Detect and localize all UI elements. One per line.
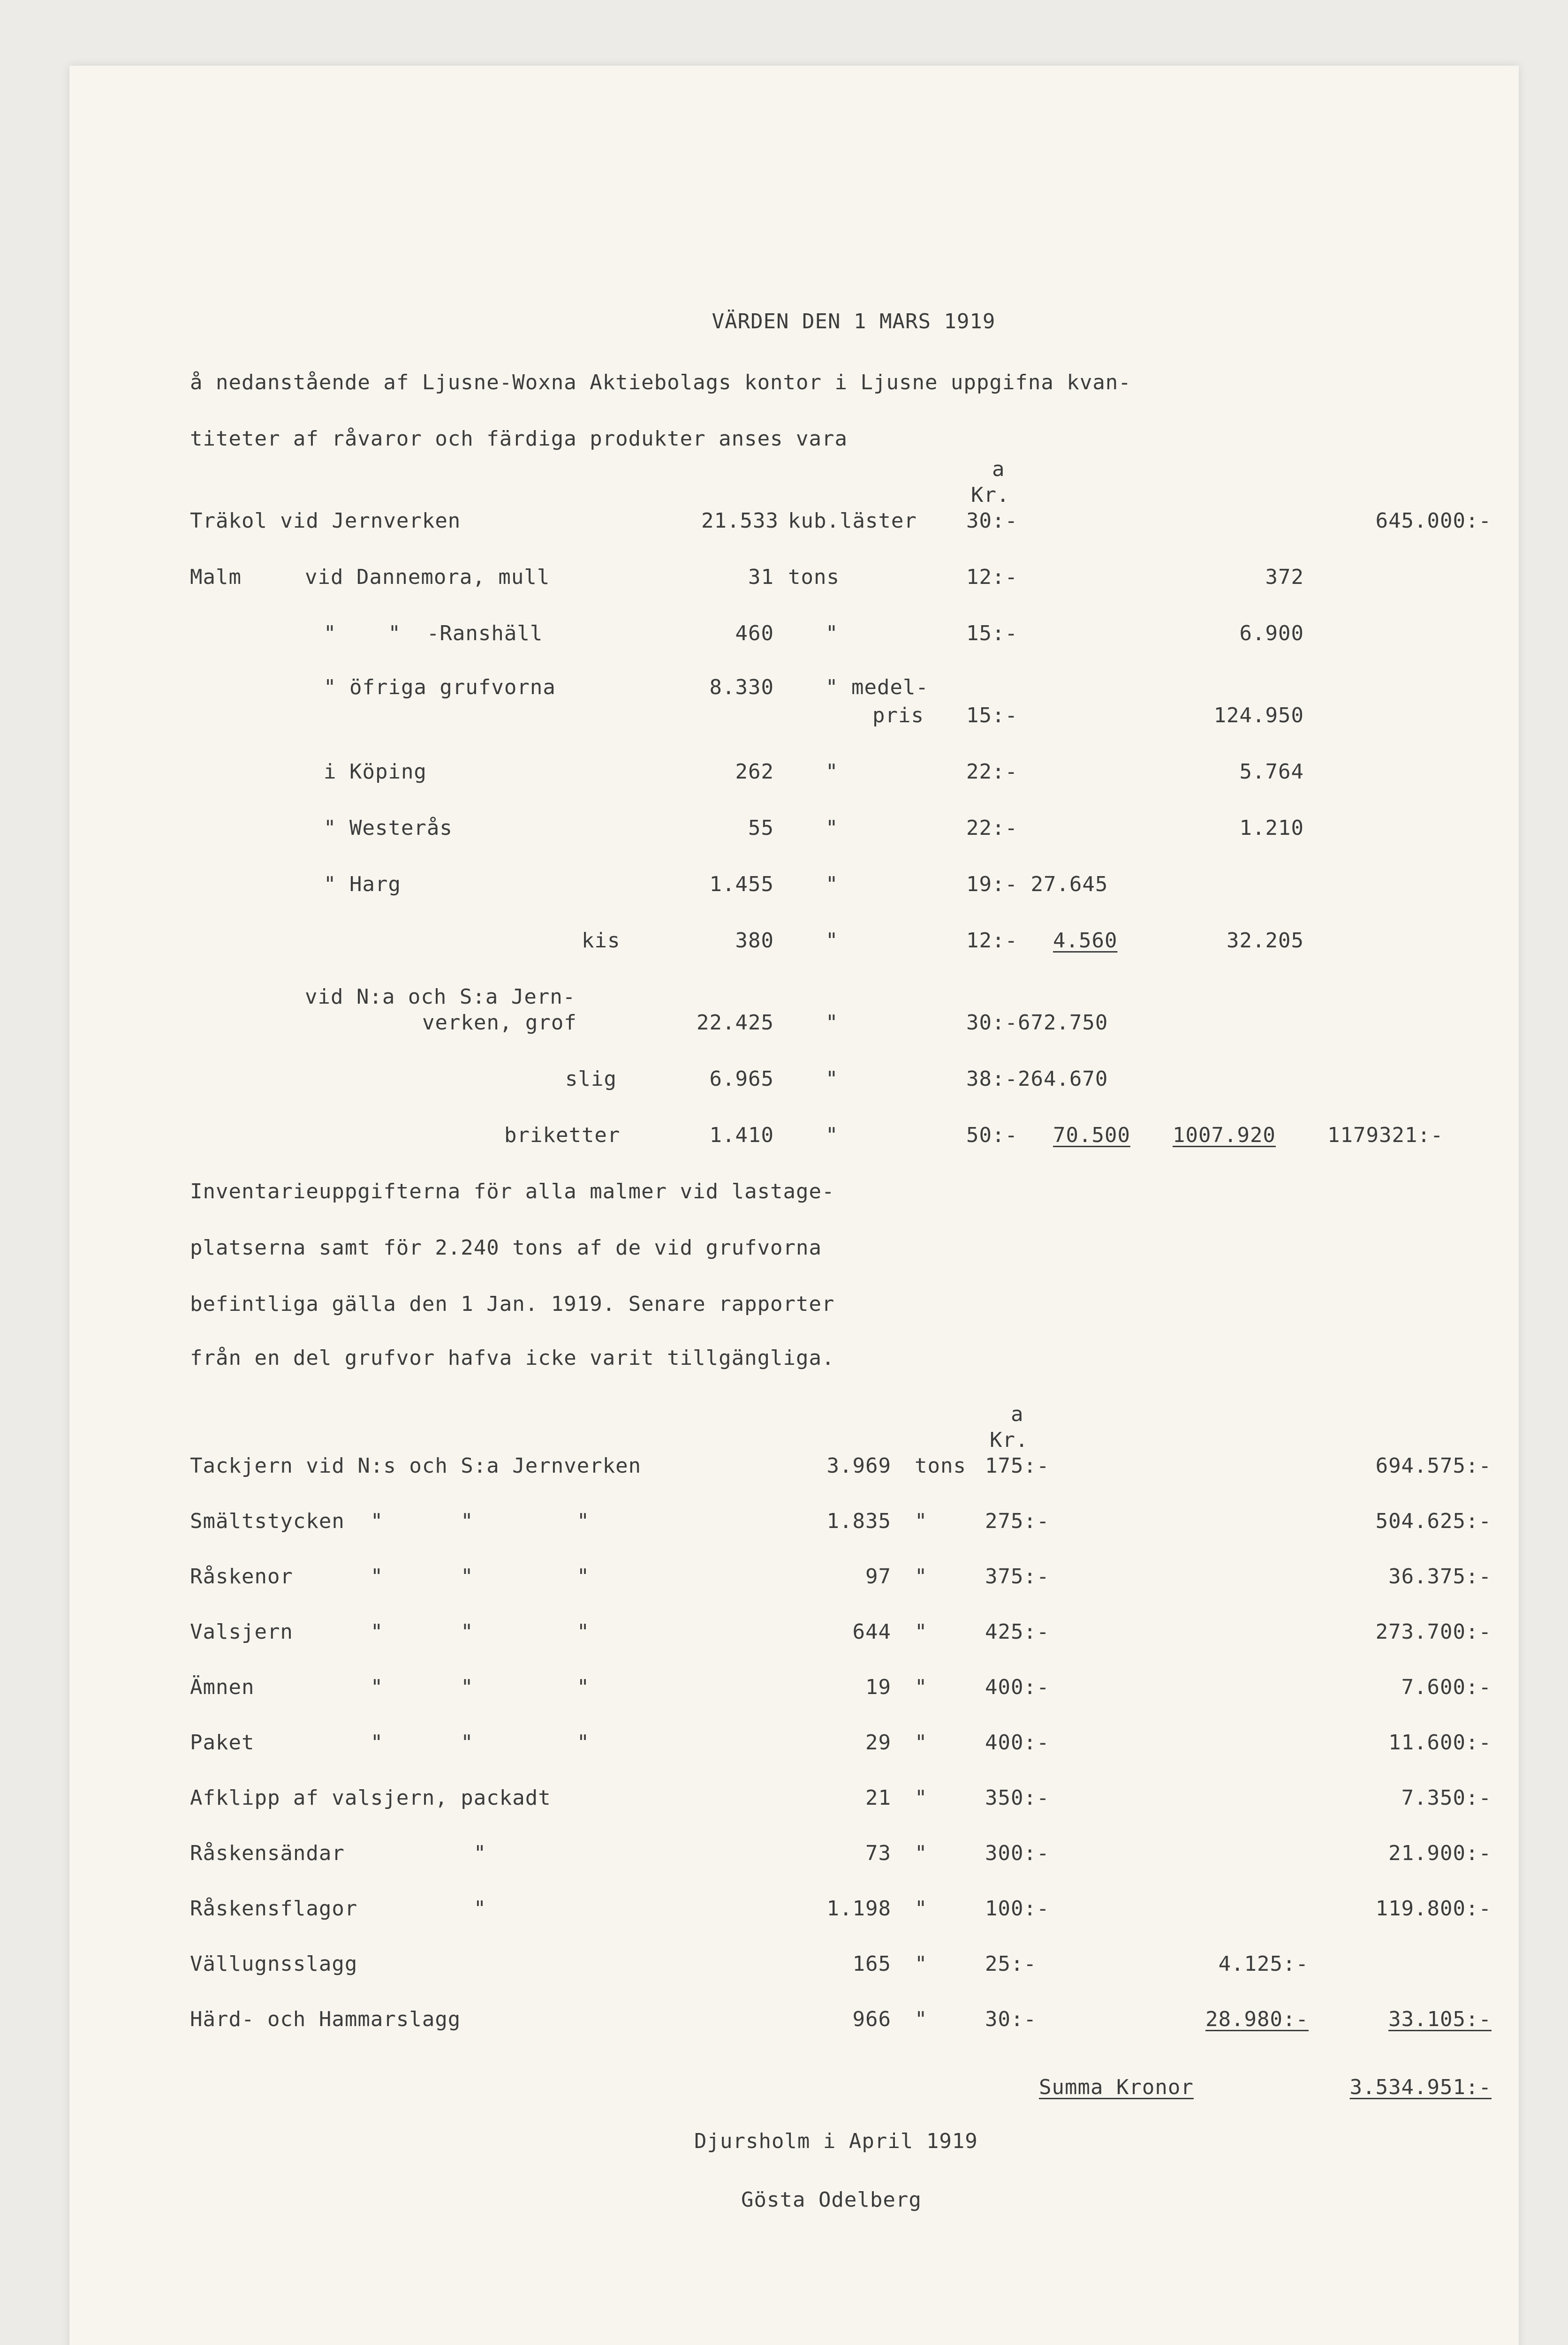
malm-row-name: " Harg	[324, 872, 401, 896]
product-row-total: 119.800:-	[1375, 1897, 1492, 1921]
product-row-name: Ämnen " " "	[190, 1675, 590, 1699]
product-row-qty: 73	[865, 1841, 891, 1865]
section1-a-label: a	[992, 457, 1005, 481]
jern-row-subtotal: 70.500	[1053, 1123, 1130, 1147]
malm-label: Malm	[190, 565, 242, 589]
product-row-unit: "	[915, 2007, 928, 2031]
trakol-qty: 21.533	[701, 509, 779, 533]
section2-kr-label: Kr.	[990, 1428, 1029, 1452]
product-row-price: 25:-	[985, 1952, 1037, 1976]
malm-row-qty: 8.330	[709, 675, 774, 699]
product-row-name: Valsjern " " "	[190, 1620, 590, 1644]
malm-row-qty: 380	[735, 929, 774, 953]
product-row-name: Vällugnsslagg	[190, 1952, 358, 1976]
product-row-unit: tons	[915, 1454, 966, 1478]
malm-row-price: 12:-	[966, 929, 1018, 953]
product-row-total: 694.575:-	[1375, 1454, 1492, 1478]
product-row-total: 11.600:-	[1388, 1731, 1492, 1755]
jern-row-price: 50:-	[966, 1123, 1018, 1147]
note-line-1: Inventarieuppgifterna för alla malmer vid lastage-	[190, 1180, 835, 1203]
jern-label-line1: vid N:a och S:a Jern-	[305, 985, 576, 1009]
malm-row-unit: tons	[788, 565, 840, 589]
intro-line-2: titeter af råvaror och färdiga produkter anses vara	[190, 427, 848, 451]
malm-row-price: 19:- 27.645	[966, 872, 1108, 896]
malm-row-price: 12:-	[966, 565, 1018, 589]
product-row-name: Paket " " "	[190, 1731, 590, 1755]
jern-row-qty: 1.410	[709, 1123, 774, 1147]
malm-row-value: 372	[1265, 565, 1304, 589]
product-row-unit: "	[915, 1786, 928, 1810]
product-row-price: 350:-	[985, 1786, 1050, 1810]
malm-row-unit: " medel-	[826, 675, 929, 699]
trakol-name: Träkol vid Jernverken	[190, 509, 461, 533]
product-row-qty: 966	[852, 2007, 891, 2031]
malm-row-unit: "	[826, 760, 839, 784]
malm-row-unit: "	[826, 872, 839, 896]
jern-row-price: 38:-264.670	[966, 1067, 1108, 1091]
product-row-qty: 1.198	[826, 1897, 891, 1921]
place-date: Djursholm i April 1919	[694, 2129, 978, 2153]
product-row-qty: 3.969	[826, 1454, 891, 1478]
jern-row-name: briketter	[504, 1123, 621, 1147]
product-row-name: Råskensflagor "	[190, 1897, 487, 1921]
jern-row-qty: 6.965	[709, 1067, 774, 1091]
product-row-qty: 644	[852, 1620, 891, 1644]
product-row-total: 36.375:-	[1388, 1565, 1492, 1589]
malm-row-price: 22:-	[966, 816, 1018, 840]
jern-row-price: 30:-672.750	[966, 1011, 1108, 1035]
malm-row-price: 15:-	[966, 621, 1018, 645]
trakol-total: 645.000:-	[1375, 509, 1492, 533]
product-row-total: 7.350:-	[1401, 1786, 1492, 1810]
malm-row-name: " Westerås	[324, 816, 453, 840]
product-row-price: 400:-	[985, 1731, 1050, 1755]
product-row-qty: 21	[865, 1786, 891, 1810]
product-row-qty: 97	[865, 1565, 891, 1589]
malm-row-price: 22:-	[966, 760, 1018, 784]
product-row-total: 7.600:-	[1401, 1675, 1492, 1699]
malm-row-unit: "	[826, 621, 839, 645]
product-row-unit: "	[915, 1841, 928, 1865]
intro-line-1: å nedanstående af Ljusne-Woxna Aktiebolags kontor i Ljusne uppgifna kvan-	[190, 371, 1131, 394]
document-title: VÄRDEN DEN 1 MARS 1919	[712, 310, 996, 333]
product-row-qty: 19	[865, 1675, 891, 1699]
product-row-subtotal: 4.125:-	[1218, 1952, 1309, 1976]
malm-row-qty: 262	[735, 760, 774, 784]
product-row-unit: "	[915, 1731, 928, 1755]
product-row-unit: "	[915, 1565, 928, 1589]
product-row-total: 273.700:-	[1375, 1620, 1492, 1644]
note-line-3: befintliga gälla den 1 Jan. 1919. Senare rapporter	[190, 1292, 835, 1316]
product-row-price: 175:-	[985, 1454, 1050, 1478]
product-row-qty: 1.835	[826, 1509, 891, 1533]
malm-row-value: 32.205	[1227, 929, 1304, 953]
malm-row-qty: 1.455	[709, 872, 774, 896]
jern-row-value: 1007.920	[1173, 1123, 1276, 1147]
jern-row-unit: "	[826, 1011, 839, 1035]
malm-row-unit: pris	[872, 704, 924, 727]
malm-row-value: 1.210	[1239, 816, 1304, 840]
malm-row-qty: 460	[735, 621, 774, 645]
product-row-name: Råskensändar "	[190, 1841, 487, 1865]
malm-row-value: 124.950	[1213, 704, 1304, 727]
product-row-unit: "	[915, 1509, 928, 1533]
document-page	[69, 66, 1519, 2345]
product-row-name: Smältstycken " " "	[190, 1509, 590, 1533]
product-row-total: 21.900:-	[1388, 1841, 1492, 1865]
product-row-name: Råskenor " " "	[190, 1565, 590, 1589]
jern-label-line2: verken, grof	[422, 1011, 577, 1035]
malm-row-name: vid Dannemora, mull	[305, 565, 550, 589]
malm-row-qty: 31	[748, 565, 774, 589]
malm-row-price: 15:-	[966, 704, 1018, 727]
trakol-unit: kub.läster	[788, 509, 917, 533]
product-row-qty: 165	[852, 1952, 891, 1976]
section2-a-label: a	[1011, 1402, 1024, 1426]
malm-row-name: kis	[582, 929, 621, 953]
malm-row-value: 6.900	[1239, 621, 1304, 645]
product-row-name: Härd- och Hammarslagg	[190, 2007, 461, 2031]
product-row-name: Tackjern vid N:s och S:a Jernverken	[190, 1454, 642, 1478]
product-row-total: 504.625:-	[1375, 1509, 1492, 1533]
product-row-price: 400:-	[985, 1675, 1050, 1699]
jern-row-name: slig	[565, 1067, 617, 1091]
product-row-price: 300:-	[985, 1841, 1050, 1865]
section1-grand-total: 1179321:-	[1327, 1123, 1444, 1147]
malm-row-name: " öfriga grufvorna	[324, 675, 556, 699]
trakol-price: 30:-	[966, 509, 1018, 533]
product-row-total: 33.105:-	[1388, 2007, 1492, 2031]
note-line-2: platserna samt för 2.240 tons af de vid grufvorna	[190, 1236, 822, 1260]
product-row-unit: "	[915, 1952, 928, 1976]
product-row-price: 30:-	[985, 2007, 1037, 2031]
product-row-price: 425:-	[985, 1620, 1050, 1644]
product-row-name: Afklipp af valsjern, packadt	[190, 1786, 551, 1810]
malm-row-unit: "	[826, 929, 839, 953]
malm-row-value: 5.764	[1239, 760, 1304, 784]
product-row-unit: "	[915, 1897, 928, 1921]
product-row-price: 275:-	[985, 1509, 1050, 1533]
summa-label: Summa Kronor	[1039, 2075, 1194, 2099]
product-row-unit: "	[915, 1620, 928, 1644]
product-row-unit: "	[915, 1675, 928, 1699]
section1-kr-label: Kr.	[971, 483, 1010, 507]
note-line-4: från en del grufvor hafva icke varit tillgängliga.	[190, 1346, 835, 1370]
malm-row-qty: 55	[748, 816, 774, 840]
malm-row-unit: "	[826, 816, 839, 840]
product-row-price: 100:-	[985, 1897, 1050, 1921]
product-row-subtotal: 28.980:-	[1205, 2007, 1309, 2031]
product-row-qty: 29	[865, 1731, 891, 1755]
malm-row-subtotal: 4.560	[1053, 929, 1118, 953]
jern-row-qty: 22.425	[697, 1011, 774, 1035]
signature: Gösta Odelberg	[741, 2188, 922, 2212]
jern-row-unit: "	[826, 1123, 839, 1147]
malm-row-name: i Köping	[324, 760, 427, 784]
malm-row-name: " " -Ranshäll	[324, 621, 543, 645]
jern-row-unit: "	[826, 1067, 839, 1091]
summa-value: 3.534.951:-	[1349, 2075, 1492, 2099]
product-row-price: 375:-	[985, 1565, 1050, 1589]
